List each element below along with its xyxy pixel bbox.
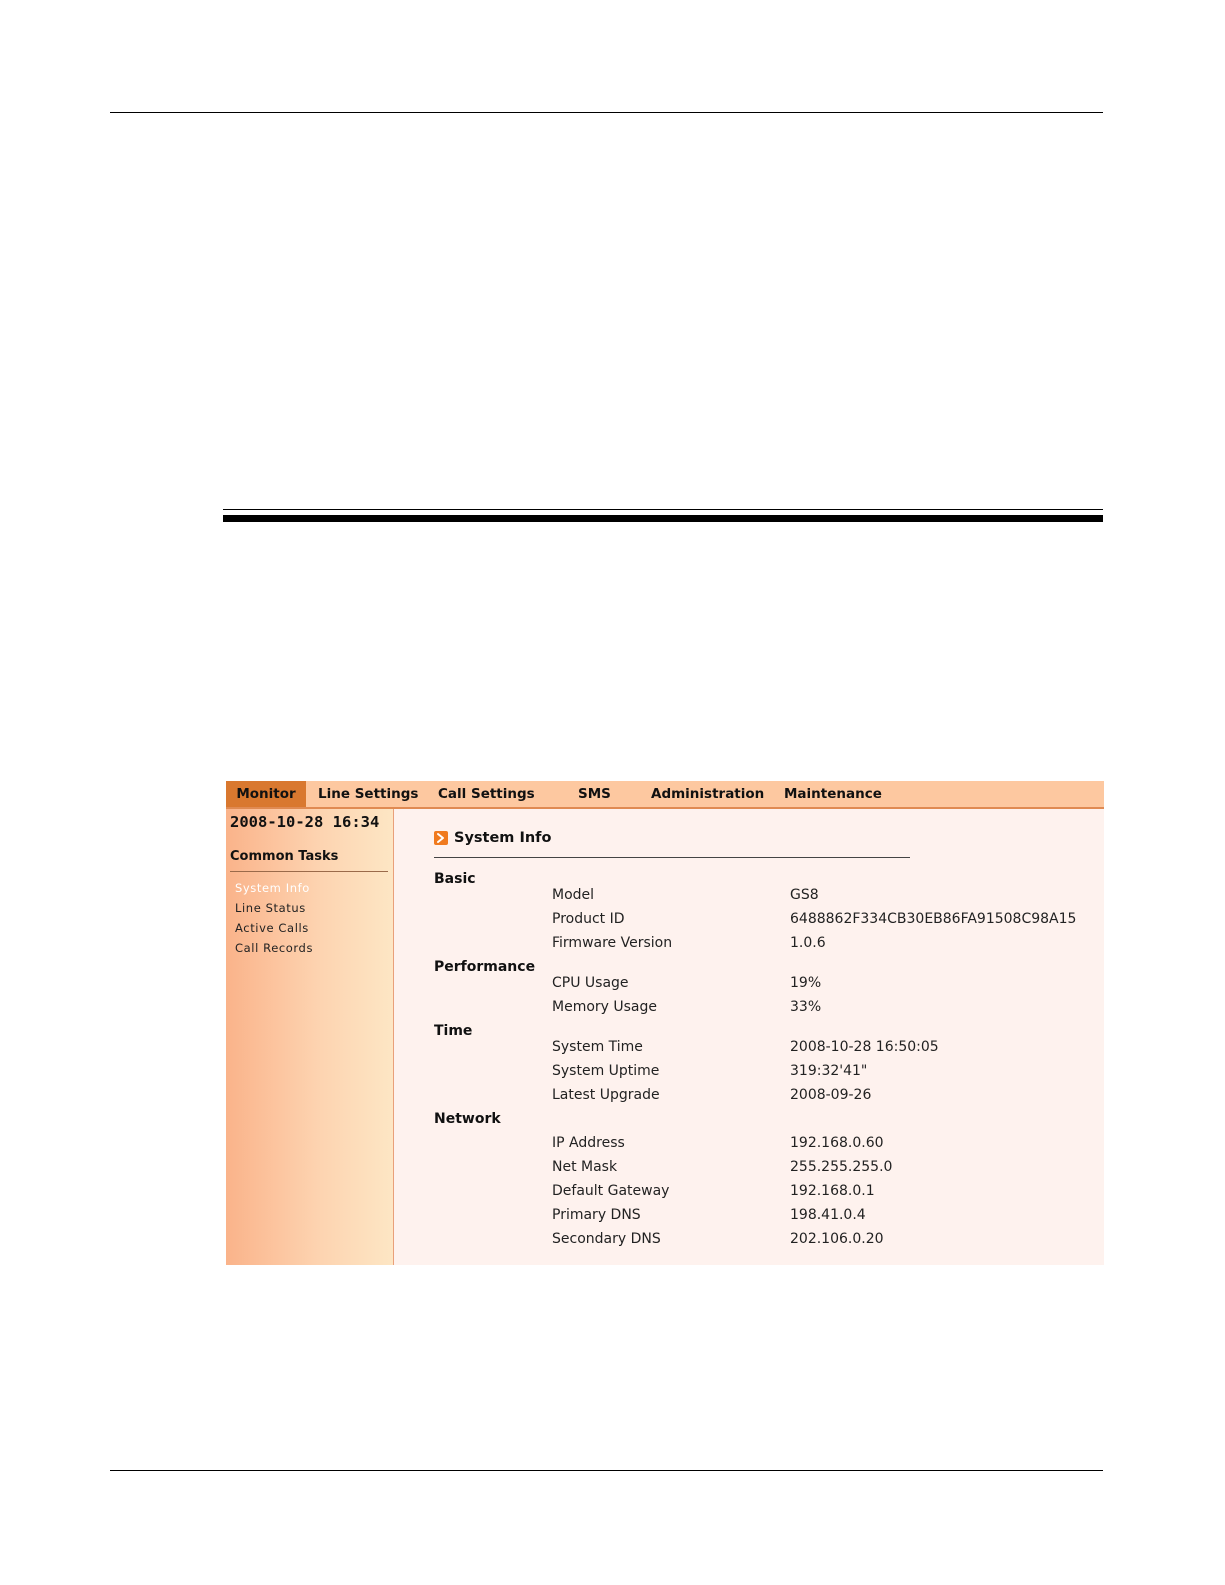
- header-rule: [110, 112, 1103, 113]
- info-value: GS8: [790, 887, 819, 903]
- info-value: 319:32'41": [790, 1063, 868, 1079]
- tab-maintenance[interactable]: Maintenance: [784, 786, 882, 802]
- info-key: Firmware Version: [552, 935, 673, 951]
- info-key: System Time: [552, 1039, 643, 1055]
- section-divider: [434, 857, 910, 858]
- info-key: Secondary DNS: [552, 1231, 661, 1247]
- info-value: 192.168.0.60: [790, 1135, 884, 1151]
- common-tasks-divider: [230, 871, 388, 872]
- page-title: System Info: [454, 830, 552, 846]
- info-key: Net Mask: [552, 1159, 618, 1175]
- main-content: [394, 809, 1104, 1265]
- sidebar-item-line-status[interactable]: Line Status: [235, 901, 306, 915]
- date-time-display: 2008-10-28 16:34: [230, 813, 380, 831]
- info-key: Latest Upgrade: [552, 1087, 660, 1103]
- chapter-thin-rule: [223, 509, 1103, 510]
- group-label-basic: Basic: [434, 871, 476, 887]
- sidebar-item-system-info[interactable]: System Info: [235, 881, 310, 895]
- info-value: 6488862F334CB30EB86FA91508C98A15: [790, 911, 1077, 927]
- info-key: Model: [552, 887, 595, 903]
- top-nav-bar: [226, 781, 1104, 809]
- info-key: Default Gateway: [552, 1183, 670, 1199]
- web-ui-screenshot: [226, 781, 1104, 1265]
- tab-call-settings[interactable]: Call Settings: [438, 786, 535, 802]
- tab-sms[interactable]: SMS: [578, 786, 611, 802]
- info-key: System Uptime: [552, 1063, 660, 1079]
- info-value: 19%: [790, 975, 822, 991]
- info-key: CPU Usage: [552, 975, 629, 991]
- info-value: 192.168.0.1: [790, 1183, 875, 1199]
- footer-rule: [110, 1470, 1103, 1471]
- sidebar: [226, 809, 394, 1265]
- info-key: IP Address: [552, 1135, 625, 1151]
- group-label-network: Network: [434, 1111, 501, 1127]
- tab-monitor[interactable]: Monitor: [226, 781, 306, 807]
- info-value: 2008-10-28 16:50:05: [790, 1039, 939, 1055]
- chapter-thick-rule: [223, 515, 1103, 522]
- info-value: 33%: [790, 999, 822, 1015]
- tab-line-settings[interactable]: Line Settings: [318, 786, 419, 802]
- info-value: 1.0.6: [790, 935, 826, 951]
- sidebar-item-call-records[interactable]: Call Records: [235, 941, 314, 955]
- info-value: 202.106.0.20: [790, 1231, 884, 1247]
- common-tasks-heading: Common Tasks: [230, 849, 339, 864]
- info-key: Memory Usage: [552, 999, 658, 1015]
- sidebar-item-active-calls[interactable]: Active Calls: [235, 921, 309, 935]
- info-value: 2008-09-26: [790, 1087, 872, 1103]
- info-value: 198.41.0.4: [790, 1207, 866, 1223]
- info-value: 255.255.255.0: [790, 1159, 893, 1175]
- group-label-time: Time: [434, 1023, 473, 1039]
- tab-administration[interactable]: Administration: [651, 786, 765, 802]
- arrow-right-icon: [434, 831, 448, 845]
- info-key: Primary DNS: [552, 1207, 641, 1223]
- group-label-performance: Performance: [434, 959, 536, 975]
- info-key: Product ID: [552, 911, 625, 927]
